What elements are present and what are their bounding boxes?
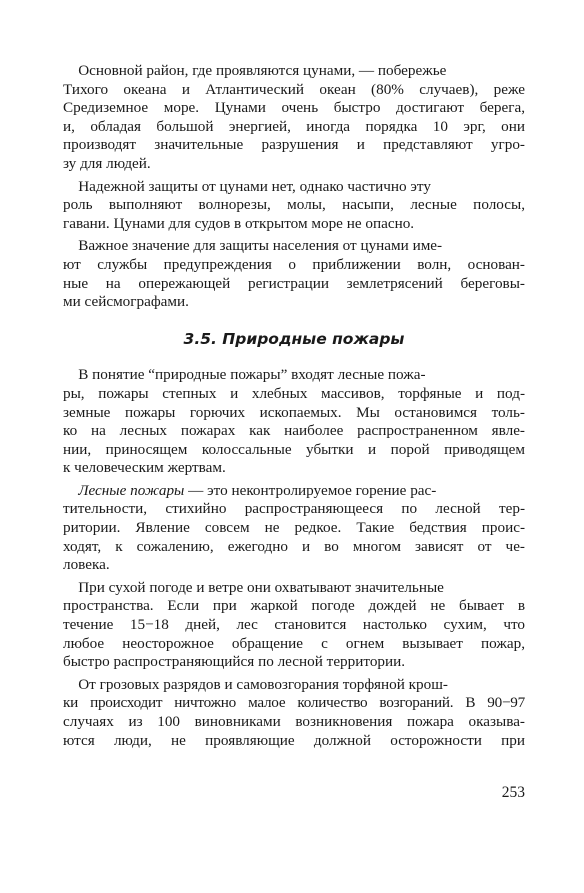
text-line: течение 15−18 дней, лес становится настолько сухим, что bbox=[63, 616, 525, 634]
paragraph bbox=[63, 579, 525, 672]
text-line: Средиземное море. Цунами очень быстро достигают берега, bbox=[63, 99, 525, 117]
paragraph bbox=[63, 237, 525, 311]
text-fragment: — это неконтролируемое горение рас- bbox=[184, 481, 437, 499]
text-line: гавани. Цунами для судов в открытом море не опасно. bbox=[63, 214, 415, 232]
paragraph bbox=[63, 62, 525, 174]
text-line: В понятие “природные пожары” входят лесные пожа- bbox=[63, 366, 426, 384]
text-line: ходят, к сожалению, ежегодно и во многом зависят от че- bbox=[63, 537, 525, 555]
text-line: ми сейсмографами. bbox=[63, 293, 189, 311]
text-line: ко на лесных пожарах как наиболее распространенном явле- bbox=[63, 422, 525, 440]
page-number: 253 bbox=[501, 784, 525, 801]
text-line: ются люди, не проявляющие должной осторожности при bbox=[63, 731, 525, 749]
text-line: земные пожары горючих ископаемых. Мы остановимся толь- bbox=[63, 403, 525, 421]
text-line: ют службы предупреждения о приближении волн, основан- bbox=[63, 255, 525, 273]
text-line: ки происходит ничтожно малое количество возгораний. В 90−97 bbox=[63, 694, 525, 712]
text-line: Основной район, где проявляются цунами, — побережье bbox=[63, 62, 447, 79]
paragraph bbox=[63, 178, 525, 234]
paragraph bbox=[63, 676, 525, 750]
text-line: ритории. Явление совсем не редкое. Такие бедствия проис- bbox=[63, 519, 525, 537]
text-line: случаях из 100 виновниками возникновения пожара оказыва- bbox=[63, 713, 525, 730]
text-line: зу для людей. bbox=[63, 154, 151, 172]
text-line: быстро распространяющийся по лесной территории. bbox=[63, 653, 406, 671]
text-line: Важное значение для защиты населения от цунами име- bbox=[63, 237, 443, 255]
text-line: нии, приносящем колоссальные убытки и порой приводящем bbox=[63, 440, 525, 458]
paragraph bbox=[63, 482, 525, 575]
text-line: При сухой погоде и ветре они охватывают значительные bbox=[63, 578, 444, 596]
text-line: пространства. Если при жаркой погоде дождей не бывает в bbox=[63, 597, 525, 615]
paragraph bbox=[63, 366, 525, 478]
text-line: производят значительные разрушения и представляют угро- bbox=[63, 136, 525, 154]
section-heading: 3.5. Природные пожары bbox=[183, 329, 405, 348]
text-line: Надежной защиты от цунами нет, однако частично эту bbox=[63, 177, 431, 195]
text-line: и, обладая большой энергией, иногда порядка 10 эрг, они bbox=[63, 117, 525, 135]
text-line: роль выполняют волнорезы, молы, насыпи, лесные полосы, bbox=[63, 196, 525, 214]
text-line: к человеческим жертвам. bbox=[63, 459, 226, 477]
text-line: ловека. bbox=[63, 556, 110, 574]
text-line: ры, пожары степных и хлебных массивов, торфяные и под- bbox=[63, 384, 525, 402]
section-after bbox=[63, 366, 525, 750]
text-line bbox=[63, 482, 525, 501]
text-line: ные на опережающей регистрации землетрясений береговы- bbox=[63, 274, 525, 292]
text-line: тительности, стихийно распространяющееся по лесной тер- bbox=[63, 500, 525, 518]
text-line: От грозовых разрядов и самовозгорания торфяной крош- bbox=[63, 675, 448, 693]
page-body bbox=[63, 62, 525, 754]
italic-term: Лесные пожары bbox=[78, 481, 185, 499]
section-before bbox=[63, 62, 525, 312]
text-line: любое неосторожное обращение с огнем вызывает пожар, bbox=[63, 634, 525, 652]
text-line: Тихого океана и Атлантический океан (80% случаев), реже bbox=[63, 80, 525, 98]
